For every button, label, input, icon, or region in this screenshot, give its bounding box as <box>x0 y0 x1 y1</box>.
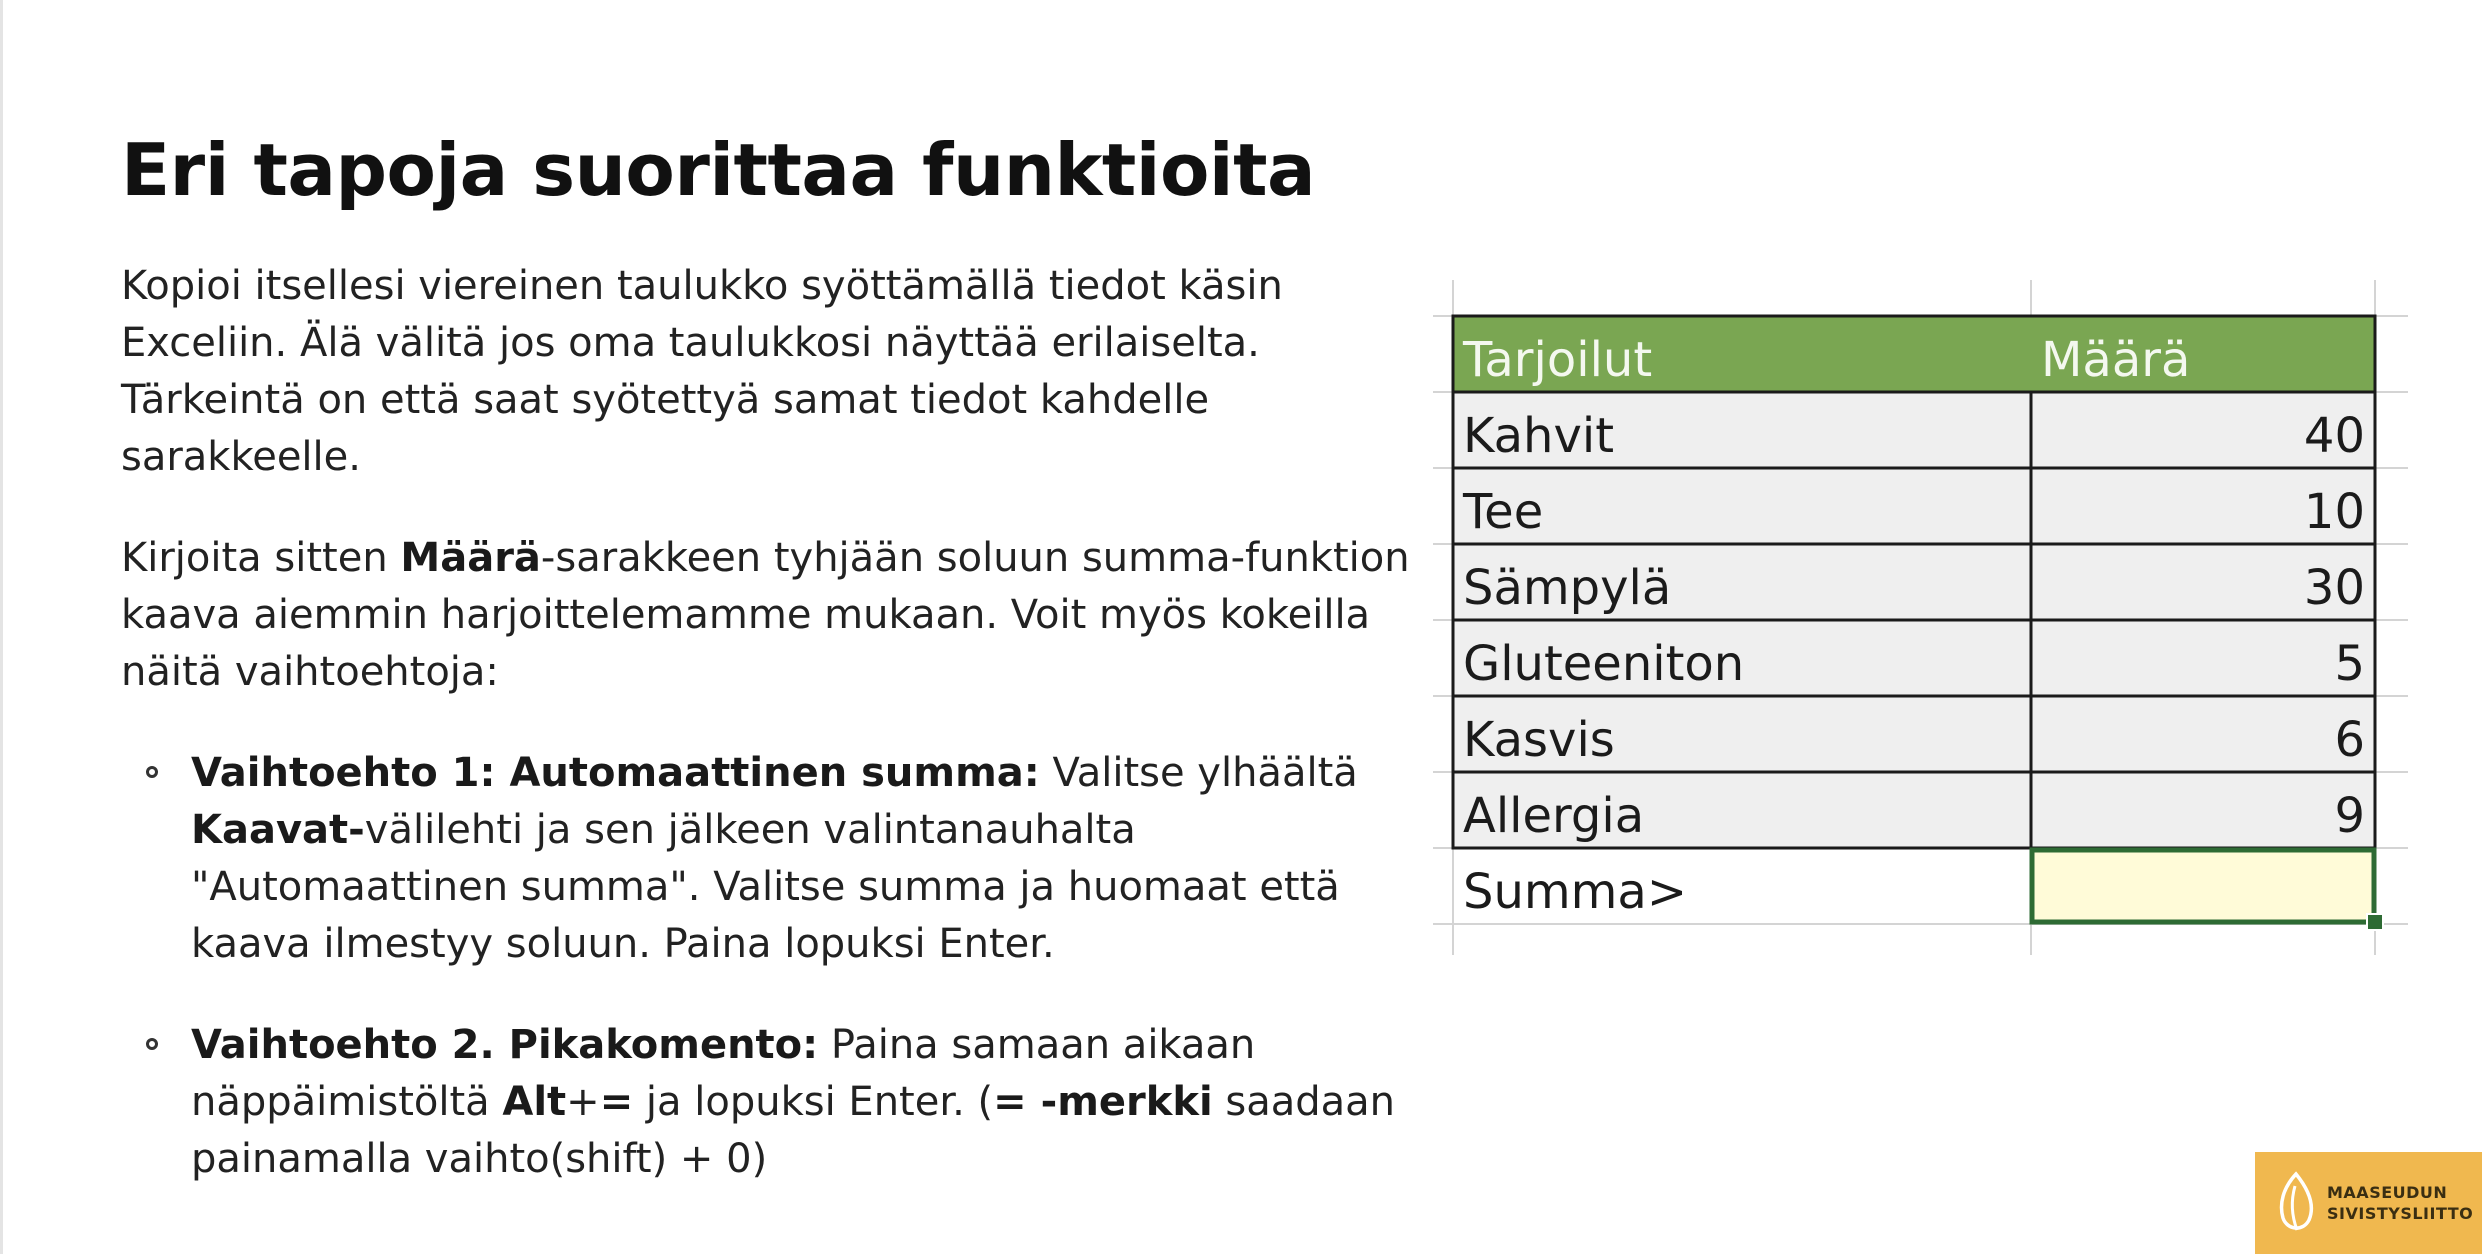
row-value: 9 <box>2334 788 2365 844</box>
row-value: 5 <box>2334 636 2365 692</box>
sum-label: Summa> <box>1463 864 1688 920</box>
option-2-label: Vaihtoehto 2. Pikakomento: <box>191 1022 819 1068</box>
instruction-text-end: -sarakkeen tyhjään soluun summa-funktion kaava aiemmin harjoittelemamme mukaan. Voit myös kokeilla näitä vaihtoehtoja: <box>121 535 1410 695</box>
fill-handle-icon <box>2367 914 2383 930</box>
instruction-paragraph <box>121 530 1411 701</box>
spreadsheet-svg <box>1433 280 2408 960</box>
spreadsheet-image <box>1433 280 2408 960</box>
option-1-bold-tab: Kaavat- <box>191 807 365 853</box>
organization-logo <box>2255 1152 2482 1254</box>
option-2-text-plus: + <box>566 1079 600 1125</box>
instruction-bold-column: Määrä <box>400 535 541 581</box>
row-label: Gluteeniton <box>1463 636 1745 692</box>
leaf-icon <box>2273 1170 2319 1236</box>
row-label: Tee <box>1463 484 1544 540</box>
row-value: 30 <box>2303 560 2365 616</box>
hollow-bullet-icon <box>146 766 158 778</box>
option-1-text-a: Valitse ylhäältä <box>1039 750 1358 796</box>
logo-text <box>2327 1182 2473 1224</box>
option-2-text-b: ja lopuksi Enter. ( <box>633 1079 994 1125</box>
option-2-item <box>191 1017 1411 1188</box>
row-value: 40 <box>2303 408 2365 464</box>
header-cell-tarjoilut: Tarjoilut <box>1463 332 1653 388</box>
option-2-bold-sign: = -merkki <box>993 1079 1213 1125</box>
row-label: Kahvit <box>1463 408 1615 464</box>
row-label: Allergia <box>1463 788 1645 844</box>
row-value: 6 <box>2334 712 2365 768</box>
row-label: Kasvis <box>1463 712 1615 768</box>
option-2-text-a: Paina samaan aikaan näppäimistöltä <box>191 1022 1256 1125</box>
header-cell-maara: Määrä <box>2041 332 2191 388</box>
option-1-item <box>191 745 1411 973</box>
slide-title: Eri tapoja suorittaa funktioita <box>121 128 1316 212</box>
intro-paragraph: Kopioi itsellesi viereinen taulukko syöttämällä tiedot käsin Exceliin. Älä välitä jos oma taulukkosi näyttää erilaiselta. Tärkeintä on että saat syötettyä samat tiedot kahdelle sarakkeelle. <box>121 263 1283 480</box>
selected-sum-cell <box>2032 850 2374 922</box>
option-1-label: Vaihtoehto 1: Automaattinen summa: <box>191 750 1040 796</box>
options-list <box>121 745 1411 1188</box>
instruction-text-start: Kirjoita sitten <box>121 535 401 581</box>
option-2-bold-alt: Alt <box>502 1079 567 1125</box>
option-1-text-b: välilehti ja sen jälkeen valintanauhalta "Automaattinen summa". Valitse summa ja huomaat että kaava ilmestyy soluun. Paina lopuksi Enter. <box>191 807 1340 967</box>
logo-line-2: SIVISTYSLIITTO <box>2327 1204 2474 1223</box>
hollow-bullet-icon <box>146 1038 158 1050</box>
option-2-bold-equals: = <box>599 1079 634 1125</box>
slide-body <box>121 258 1411 1232</box>
option-2-text-c: saadaan painamalla vaihto(shift) + 0) <box>191 1079 1395 1182</box>
logo-line-1: MAASEUDUN <box>2327 1183 2448 1202</box>
row-label: Sämpylä <box>1463 560 1672 616</box>
row-value: 10 <box>2303 484 2365 540</box>
